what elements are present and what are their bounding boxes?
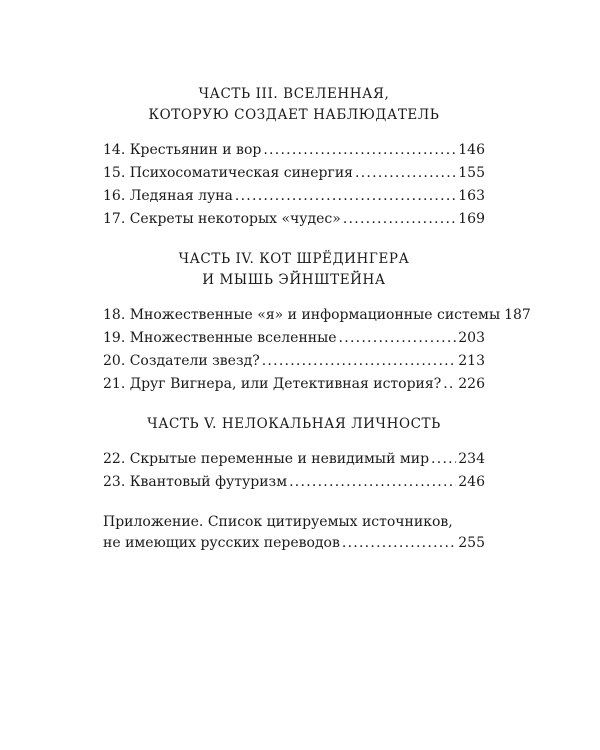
appendix-title-line2-row — [103, 533, 485, 554]
toc-entry[interactable] — [103, 351, 485, 372]
toc-entry[interactable] — [103, 305, 531, 326]
dot-leader — [339, 328, 457, 349]
dot-leader — [263, 140, 456, 161]
entry-page: 163 — [458, 188, 485, 204]
entry-title: 15. Психосоматическая синергия — [103, 165, 354, 181]
entry-page: 226 — [458, 376, 485, 392]
entry-page: 187 — [504, 307, 531, 323]
appendix-title-line2: не имеющих русских переводов — [103, 535, 340, 551]
entry-page: 155 — [458, 165, 485, 181]
entry-page: 255 — [458, 535, 485, 551]
dot-leader — [235, 186, 456, 207]
toc-entry[interactable] — [103, 209, 485, 230]
dot-leader — [431, 449, 456, 470]
entry-page: 146 — [458, 142, 485, 158]
part-3-entries — [103, 140, 485, 230]
entry-title: 21. Друг Вигнера, или Детективная история? — [103, 376, 442, 392]
entry-title: 14. Крестьянин и вор — [103, 142, 262, 158]
part-heading-line: ЧАСТЬ IV. КОТ ШРЁДИНГЕРА — [178, 251, 410, 267]
part-heading-5 — [103, 414, 485, 435]
entry-title: 17. Секреты некоторых «чудес» — [103, 211, 341, 227]
dot-leader — [443, 374, 456, 395]
part-heading-line: ЧАСТЬ V. НЕЛОКАЛЬНАЯ ЛИЧНОСТЬ — [147, 416, 441, 432]
table-of-contents — [103, 84, 531, 556]
entry-page: 169 — [458, 211, 485, 227]
entry-title: 19. Множественные вселенные — [103, 330, 337, 346]
appendix-title-line1: Приложение. Список цитируемых источников, — [103, 514, 453, 530]
entry-page: 213 — [458, 353, 485, 369]
entry-page: 246 — [458, 474, 485, 490]
entry-page: 203 — [458, 330, 485, 346]
part-heading-line: И МЫШЬ ЭЙНШТЕЙНА — [202, 272, 386, 288]
part-heading-4 — [103, 249, 485, 291]
dot-leader — [355, 163, 456, 184]
dot-leader — [342, 533, 456, 554]
entry-title: 23. Квантовый футуризм — [103, 474, 288, 490]
entry-title: 16. Ледяная луна — [103, 188, 233, 204]
part-4-entries — [103, 305, 531, 395]
toc-entry[interactable] — [103, 186, 485, 207]
toc-entry[interactable] — [103, 163, 485, 184]
entry-title: 22. Скрытые переменные и невидимый мир — [103, 451, 430, 467]
entry-title: 20. Создатели звезд? — [103, 353, 260, 369]
entry-page: 234 — [458, 451, 485, 467]
part-heading-line: ЧАСТЬ III. ВСЕЛЕННАЯ, — [198, 86, 390, 102]
appendix-entry[interactable] — [103, 512, 485, 554]
part-heading-line: КОТОРУЮ СОЗДАЕТ НАБЛЮДАТЕЛЬ — [148, 107, 440, 123]
entry-title: 18. Множественные «я» и информационные системы — [103, 307, 501, 323]
toc-entry[interactable] — [103, 328, 485, 349]
toc-entry[interactable] — [103, 140, 485, 161]
dot-leader — [289, 472, 456, 493]
toc-entry[interactable] — [103, 449, 485, 470]
part-5-entries — [103, 449, 485, 493]
toc-entry[interactable] — [103, 472, 485, 493]
toc-entry[interactable] — [103, 374, 485, 395]
part-heading-3 — [103, 84, 485, 126]
dot-leader — [262, 351, 457, 372]
dot-leader — [343, 209, 456, 230]
